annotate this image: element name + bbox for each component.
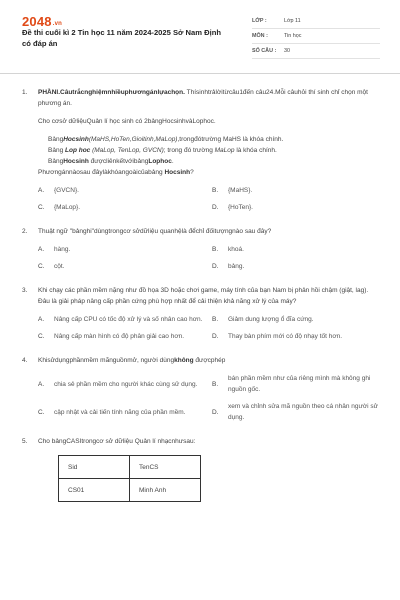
page-header (0, 0, 400, 66)
answer-options (38, 244, 378, 272)
question-number: 3. (22, 287, 28, 294)
question-context: Cho cơsở dữliệuQuản lí học sinh có 2bảngHocsinhvàLophoc. (38, 118, 216, 125)
question-text: Thuật ngữ "bảnghi"dùngtrongcơ sởdữliệu quanhệlà đểchỉ đốitượngnào sau đây? (38, 228, 272, 235)
table-cell: CS01 (59, 479, 130, 502)
data-table (58, 455, 201, 502)
question-text: Khisửdụngphầnmềm mãnguồnmở, người dùngkhông đượcphép (38, 357, 226, 364)
meta-label: LỚP : (252, 18, 267, 24)
answer-option[interactable]: B. Giảm dung lượng ổ đĩa cứng. (212, 316, 314, 323)
question-number: 2. (22, 228, 28, 235)
meta-value: Lớp 11 (284, 18, 301, 24)
answer-options (38, 185, 378, 213)
answer-option[interactable]: B. bán phần mềm như của riêng mình mà không ghi nguồn gốc. (212, 375, 371, 393)
table-header-cell: Sid (59, 456, 130, 479)
table-description-2: Bảng Lop hoc (MaLop, TenLop, GVCN); trong đó trường MaLop là khóa chính. (48, 147, 277, 154)
question-3 (22, 285, 378, 342)
site-logo[interactable]: 2048.vn (22, 14, 63, 29)
meta-row-class (252, 14, 380, 29)
table-row (59, 456, 201, 479)
answer-option[interactable]: C. cột. (38, 263, 65, 270)
answer-option[interactable]: D. bảng. (212, 263, 245, 270)
table-link-description: BảngHocsinh đượcliênkếtvớibảngLophoc. (48, 158, 174, 165)
answer-option[interactable]: A. hàng. (38, 246, 71, 253)
question-number: 1. (22, 89, 28, 96)
answer-option[interactable]: B. khoá. (212, 246, 244, 253)
table-header-cell: TenCS (130, 456, 201, 479)
section-intro: PHẦNI.Câutrắcnghiệmnhiềuphươngánlựachọn. Thísinhtrảlờitừcâu1đến câu24.Mỗi câuhỏi thí sinh chỉ chọn một phương án. (38, 89, 368, 107)
header-divider (0, 73, 400, 74)
answer-option[interactable]: B. {MaHS}. (212, 187, 253, 194)
answer-option[interactable]: D. xem và chỉnh sửa mã nguồn theo cá nhân người sử dụng. (212, 403, 378, 421)
answer-option[interactable]: A. chia sẻ phần mềm cho người khác cùng sử dụng. (38, 380, 198, 388)
answer-option[interactable]: C. Nâng cấp màn hình có độ phân giải cao hơn. (38, 333, 185, 340)
table-description-1: BảngHocsinh(MaHS,HoTen,Gioitinh,MaLop),trongđótrường MaHS là khóa chính. (48, 136, 284, 143)
question-2 (22, 226, 378, 272)
question-1 (22, 87, 378, 213)
answer-options (38, 314, 378, 342)
meta-value: 30 (284, 48, 290, 54)
exam-title: Đề thi cuối kì 2 Tin học 11 năm 2024-2025 Sở Nam Định có đáp án (22, 28, 221, 48)
answer-option[interactable]: C. {MaLop}. (38, 204, 81, 211)
question-4 (22, 355, 378, 423)
meta-row-question-count (252, 44, 380, 59)
exam-meta (252, 14, 380, 59)
question-text: Khi chạy các phần mềm nặng như đồ họa 3D hoặc chơi game, máy tính của bạn Nam bị phản hồi chậm (giật, lag). Đâu là giải pháp nâng cấp phần cứng phù hợp nhất để cải thiện khả năng xử lý của máy? (38, 287, 369, 305)
question-5 (22, 436, 378, 502)
meta-value: Tin học (284, 33, 302, 39)
answer-option[interactable]: D. Thay bàn phím mới có độ nhạy tốt hơn. (212, 333, 343, 340)
question-number: 4. (22, 357, 28, 364)
question-text: Phươngánnàosau đâylàkhóangoàicủabảng Hocsinh? (38, 169, 194, 176)
table-cell: Minh Anh (130, 479, 201, 502)
meta-label: MÔN : (252, 33, 268, 39)
meta-label: SỐ CÂU : (252, 48, 277, 54)
question-list (22, 87, 378, 515)
answer-option[interactable]: D. {HoTen}. (212, 204, 253, 211)
answer-options (38, 373, 378, 423)
question-number: 5. (22, 438, 28, 445)
question-text: Cho bảngCASItrongcơ sở dữliệu Quản lí nhạcnhưsau: (38, 438, 196, 445)
table-row (59, 479, 201, 502)
meta-row-subject (252, 29, 380, 44)
answer-option[interactable]: A. {GVCN}. (38, 187, 79, 194)
answer-option[interactable]: C. cập nhật và cải tiến tính năng của phần mềm. (38, 408, 186, 416)
answer-option[interactable]: A. Nâng cấp CPU có tốc độ xử lý và số nhân cao hơn. (38, 316, 203, 323)
